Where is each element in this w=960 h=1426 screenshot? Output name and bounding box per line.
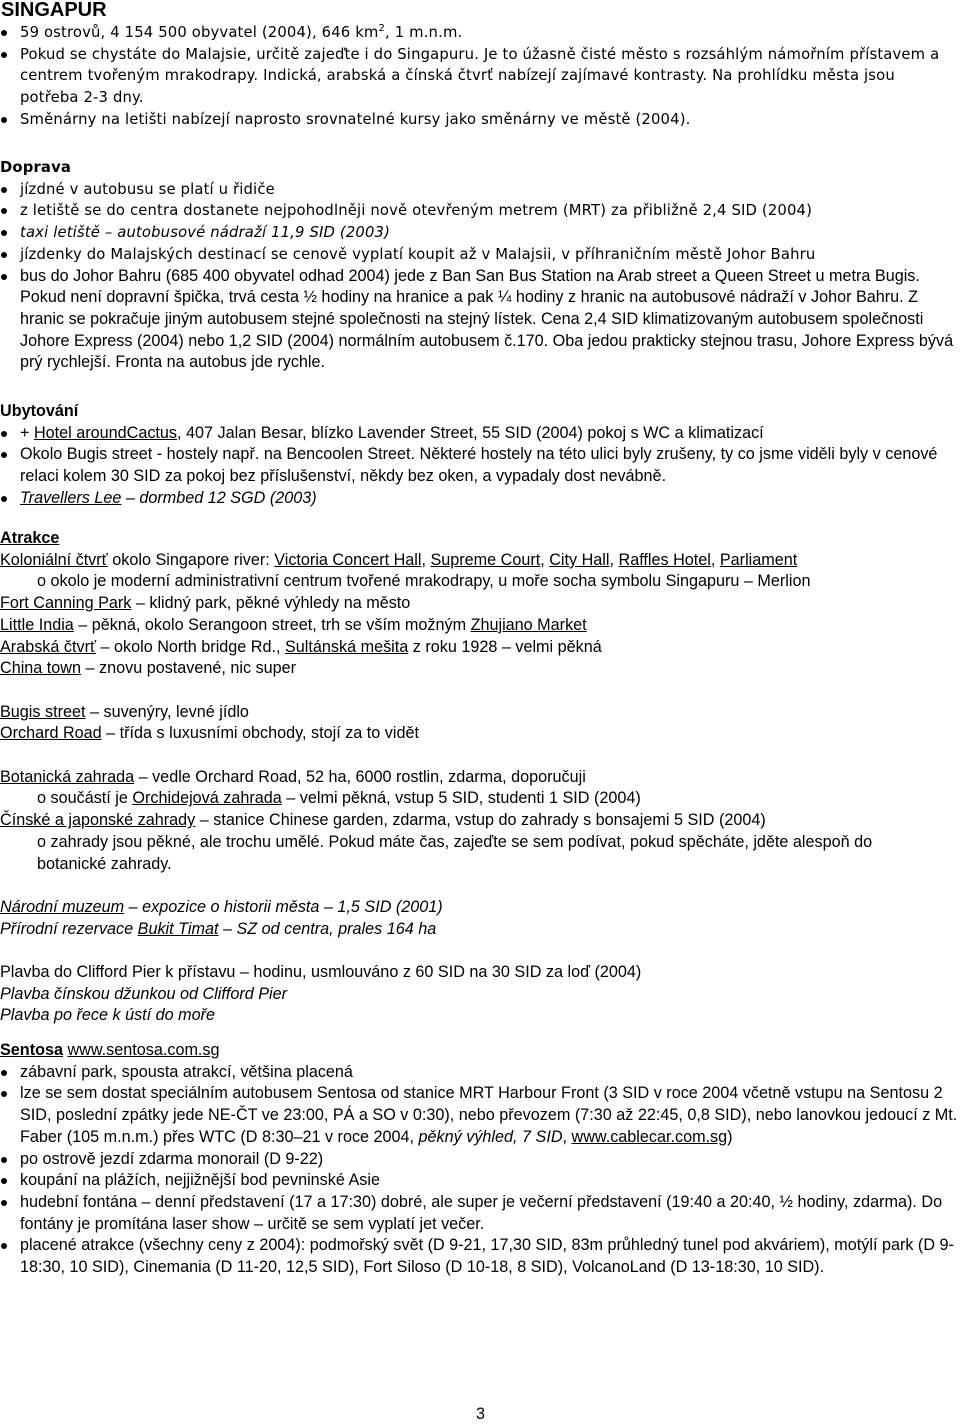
intro-list xyxy=(0,22,958,131)
raffles-hotel-link[interactable]: Raffles Hotel xyxy=(618,550,711,569)
parliament-link[interactable]: Parliament xyxy=(719,550,798,569)
cablecar-url-link[interactable]: www.cablecar.com.sg xyxy=(571,1127,728,1146)
section-ubytovani xyxy=(0,401,958,510)
list-item: lze se sem dostat speciálním autobusem Sentosa od stanice MRT Harbour Front (3 SID v roce 2004 včetně vstupu na Sentosu 2 SID, poslední zpátky jede NE-ČT ve 23:00, PÁ a SO v 0:30), nebo převozem (7:30 až 22:45, 0,8 SID), nebo lanovkou jedoucí z Mt. Faber (105 m.n.m.) přes WTC (D 8:30–21 v roce 2004, pěkný výhled, 7 SID, www.cablecar.com.sg) xyxy=(0,1083,958,1148)
list-item: Směnárny na letišti nabízejí naprosto srovnatelné kursy jako směnárny ve městě (2004). xyxy=(0,109,958,131)
ubytovani-list xyxy=(0,423,958,510)
list-item: taxi letiště – autobusové nádraží 11,9 SID (2003) xyxy=(0,222,958,244)
attraction-line: Plavba do Clifford Pier k přístavu – hodinu, usmlouváno z 60 SID na 30 SID za loď (2004) xyxy=(0,963,642,981)
attraction-subline: o součástí je Orchidejová zahrada – velmi pěkná, vstup 5 SID, studenti 1 SID (2004) xyxy=(37,789,641,808)
sentosa-list xyxy=(0,1062,958,1279)
list-item: Travellers Lee – dormbed 12 SGD (2003) xyxy=(0,488,958,510)
attraction-line: Plavba čínskou džunkou od Clifford Pier xyxy=(0,984,288,1003)
little-india-link[interactable]: Little India xyxy=(0,615,74,634)
section-heading: Doprava xyxy=(0,159,72,176)
spacer xyxy=(0,940,958,962)
attraction-line: Orchard Road – třída s luxusními obchody, stojí za to vidět xyxy=(0,724,419,743)
attraction-line: Bugis street – suvenýry, levné jídlo xyxy=(0,702,249,721)
spacer xyxy=(0,745,958,767)
colonial-quarter-link[interactable]: Koloniální čtvrť xyxy=(0,550,108,569)
bugis-street-link[interactable]: Bugis street xyxy=(0,702,86,721)
list-item: hudební fontána – denní představení (17 a 17:30) dobré, ale super je večerní představení (19:40 a 20:40, ½ hodiny, zdarma). Do fontány je promítána laser show – určitě se sem vyplatí jet večer. xyxy=(0,1192,958,1235)
spacer xyxy=(0,680,958,702)
section-atrakce xyxy=(0,528,958,1027)
list-item: bus do Johor Bahru (685 400 obyvatel odhad 2004) jede z Ban San Bus Station na Arab street a Queen Street u metra Bugis. Pokud není dopravní špička, trvá cesta ½ hodiny na hranice a pak ¼ hodiny z hranic na autobusové nádraží v Johor Bahru. Z hranic se pokračuje jiným autobusem stejné společnosti na stejný lístek. Cena 2,4 SID klimatizovaným autobusem společnosti Johore Express (2004) nebo 1,2 SID (2004) normálním autobusem č.170. Oba jedou prakticky stejnou trasu, Johore Express bývá prý rychlejší. Fronta na autobus jde rychle. xyxy=(0,266,958,375)
section-doprava xyxy=(0,157,958,374)
list-item: Pokud se chystáte do Malajsie, určitě zajeďte i do Singapuru. Je to úžasně čisté město s rozsáhlým námořním přístavem a centrem tvořeným mrakodrapy. Indická, arabská a čínská čtvrť nabízejí zajímavé kontrasty. Na prohlídku města jsou potřeba 2-3 dny. xyxy=(0,44,958,109)
victoria-hall-link[interactable]: Victoria Concert Hall xyxy=(274,550,422,569)
doprava-list xyxy=(0,179,958,374)
list-item: + Hotel aroundCactus, 407 Jalan Besar, blízko Lavender Street, 55 SID (2004) pokoj s WC a klimatizací xyxy=(0,423,958,445)
list-item: jízdné v autobusu se platí u řidiče xyxy=(0,179,958,201)
list-item: koupání na plážích, nejjižnější bod pevninské Asie xyxy=(0,1170,958,1192)
list-item: po ostrově jezdí zdarma monorail (D 9-22) xyxy=(0,1149,958,1171)
attraction-line: Plavba po řece k ústí do moře xyxy=(0,1006,216,1025)
page-title: SINGAPUR xyxy=(1,0,107,21)
attraction-line: Koloniální čtvrť okolo Singapore river: Victoria Concert Hall, Supreme Court, City Hall, Raffles Hotel, Parliament xyxy=(0,550,798,569)
attraction-line: Čínské a japonské zahrady – stanice Chinese garden, zdarma, vstup do zahrady s bonsajemi 5 SID (2004) xyxy=(0,811,766,830)
chinese-japanese-gardens-link[interactable]: Čínské a japonské zahrady xyxy=(0,811,196,830)
attraction-line: Little India – pěkná, okolo Serangoon street, trh se vším možným Zhujiano Market xyxy=(0,615,587,634)
list-item: zábavní park, spousta atrakcí, většina placená xyxy=(0,1062,958,1084)
orchid-garden-link[interactable]: Orchidejová zahrada xyxy=(132,789,282,808)
attraction-line: Botanická zahrada – vedle Orchard Road, 52 ha, 6000 rostlin, zdarma, doporučuji xyxy=(0,767,586,786)
list-item: jízdenky do Malajských destinací se cenově vyplatí koupit až v Malajsii, v příhraničním městě Johor Bahru xyxy=(0,244,958,266)
section-heading: Atrakce xyxy=(0,529,60,547)
list-item: placené atrakce (všechny ceny z 2004): podmořský svět (D 9-21, 17,30 SID, 83m průhledný tunel pod akváriem), motýlí park (D 9-18:30, 10 SID), Cinemania (D 11-20, 12,5 SID), Fort Siloso (D 10-18, 8 SID), VolcanoLand (D 13-18:30, 10 SID). xyxy=(0,1235,958,1278)
sentosa-url-link[interactable]: www.sentosa.com.sg xyxy=(67,1041,220,1059)
china-town-link[interactable]: China town xyxy=(0,659,81,678)
zhujiano-market-link[interactable]: Zhujiano Market xyxy=(470,615,587,634)
city-hall-link[interactable]: City Hall xyxy=(549,550,610,569)
page-number: 3 xyxy=(476,1405,486,1423)
section-heading: Sentosa xyxy=(0,1041,63,1059)
attraction-line: Přírodní rezervace Bukit Timat – SZ od centra, prales 164 ha xyxy=(0,919,437,938)
orchard-road-link[interactable]: Orchard Road xyxy=(0,724,102,743)
attraction-line: Fort Canning Park – klidný park, pěkné výhledy na město xyxy=(0,594,411,613)
sultan-mosque-link[interactable]: Sultánská mešita xyxy=(285,637,409,656)
hotel-link[interactable]: Hotel aroundCactus xyxy=(33,423,178,442)
fort-canning-link[interactable]: Fort Canning Park xyxy=(0,594,132,613)
list-item: Okolo Bugis street - hostely např. na Bencoolen Street. Některé hostely na této ulici byly zrušeny, ty co jsme viděli byly v cenové relaci kolem 30 SID za pokoj bez příslušenství, někdy bez oken, a vypadaly dost nevábně. xyxy=(0,444,958,487)
attraction-line: Národní muzeum – expozice o historii města – 1,5 SID (2001) xyxy=(0,897,443,916)
hostel-link[interactable]: Travellers Lee xyxy=(20,488,122,507)
attraction-line: Arabská čtvrť – okolo North bridge Rd., Sultánská mešita z roku 1928 – velmi pěkná xyxy=(0,637,602,656)
attraction-line: China town – znovu postavené, nic super xyxy=(0,659,297,678)
arab-quarter-link[interactable]: Arabská čtvrť xyxy=(0,637,97,656)
section-sentosa xyxy=(0,1040,958,1279)
list-item: 59 ostrovů, 4 154 500 obyvatel (2004), 646 $km^2$, 1 m.n.m. xyxy=(0,22,958,44)
attraction-subline: o okolo je moderní administrativní centrum tvořené mrakodrapy, u moře socha symbolu Singapuru – Merlion xyxy=(37,572,811,591)
section-heading: Ubytování xyxy=(0,402,79,420)
sentosa-heading-line xyxy=(0,1040,958,1062)
national-museum-link[interactable]: Národní muzeum xyxy=(0,897,125,916)
attraction-subline: o zahrady jsou pěkné, ale trochu umělé. Pokud máte čas, zajeďte se sem podívat, pokud spěcháte, jděte alespoň do botanické zahrady. xyxy=(37,832,873,873)
supreme-court-link[interactable]: Supreme Court xyxy=(430,550,541,569)
bukit-timat-link[interactable]: Bukit Timat xyxy=(137,919,219,938)
botanic-garden-link[interactable]: Botanická zahrada xyxy=(0,767,135,786)
spacer xyxy=(0,875,958,897)
list-item: z letiště se do centra dostanete nejpohodlněji nově otevřeným metrem (MRT) za přibližně 2,4 SID (2004) xyxy=(0,200,958,222)
